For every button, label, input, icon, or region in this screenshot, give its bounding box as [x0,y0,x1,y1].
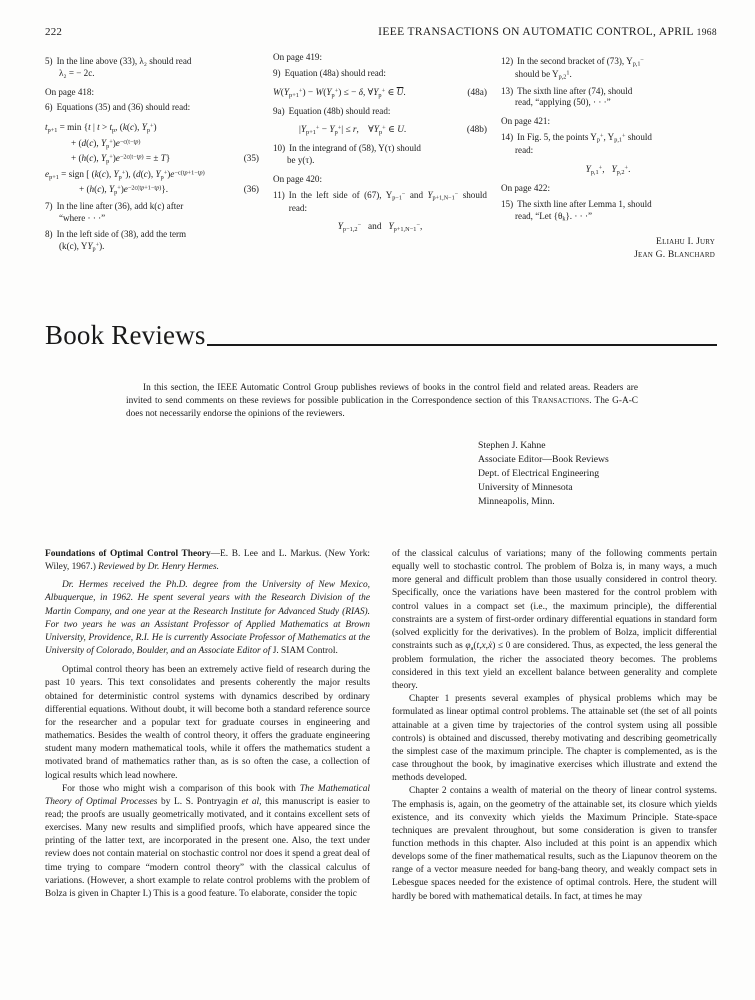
review-paragraph-3 [392,548,717,693]
errata-item-number: 13) [501,85,514,96]
phi-symbol: φ [465,641,471,652]
equation-conjunction: and [368,222,382,233]
errata-item-10 [273,143,487,155]
review-par2-b: by L. S. Pontryagin [157,796,242,807]
errata-section [45,52,717,262]
blurb-part-1: In this section, the IEEE Automatic Control Group publishes reviews of books in the control field and related areas. Readers are invited to send comments on these reviews for possible publication in the Correspondence section of this [126,383,638,407]
errata-item-number: 14) [501,131,514,142]
errata-column-1 [45,52,259,262]
errata-item-text: In the integrand of (58), Y(τ) should [289,143,421,154]
errata-item-number: 15) [501,199,514,210]
errata-item-15-cont: read, “Let $\{\theta_k\}$. · · ·” [515,211,593,223]
journal-title: IEEE TRANSACTIONS ON AUTOMATIC CONTROL, APRIL 1968 [378,26,717,38]
errata-page-heading-420: On page 420: [273,174,322,185]
errata-item-number: 9) [273,67,281,78]
errata-author-1: Eliahu I. Jury [656,235,715,247]
reviewer-biography [45,579,370,658]
errata-column-3 [501,52,715,262]
review-par3-b: are considered. Thus, as expected, the less general the problem formulation, the richer the associated theory becomes. The problems considered in this text yield an excellent balance between generality and complete theory. [392,641,717,692]
errata-item-7 [45,201,259,213]
equation-number: (48b) [466,125,487,136]
errata-item-12-tail: should be Y [515,68,559,79]
section-introduction [126,382,638,422]
equation-number: (36) [243,184,259,194]
running-head [45,26,717,38]
errata-item-12-lead: In the second bracket of (73), Y [517,56,633,66]
blurb-transactions-smallcaps: Transactions [532,396,590,407]
equation-line: $e_{p+1}$ = sign [ (k(c), $Y_p^+$), (d(c), $Y_p^+)e^{-c(tp+1-tp)}$ [45,168,205,181]
review-paragraph-1: Optimal control theory has been an extremely active field of research during the past 10 years. This text consolidates and presents coherently the major results obtained for deterministic control systems with dynamics described by ordinary differential equations. Without doubt, it will become both a standard reference source for the researcher and a popular text for graduate courses in engineering and mathematics. Besides the wealth of control theory, it offers the graduate engineering student many modern mathematical tools, while it offers the mathematics student a motivated brand of mathematics rather than, as is so often the case, a collection of logical results which lead nowhere. [45,665,370,781]
equation-line: $|Y_{p+1}^+ - Y_p^+| \le r$, $\forall Y_p^+$ ∈ U. (48b) [299,124,487,137]
equation-fig5-points: $Y_{p,1}^+$, $Y_{p,2}^+$. [585,163,631,176]
errata-item-text: In the line above (33), λ₂ should read [56,56,192,66]
errata-item-8 [45,229,259,241]
errata-item-text: In the left side of (67), $Y_{p-1}^-$ and $Y_{p+1,N-1}^-$ should read: [288,189,487,213]
errata-item-13-cont: read, “applying (50), · · ·” [515,97,611,108]
review-column-right [392,548,717,904]
review-paragraph-5: Chapter 2 contains a wealth of material on the theory of linear control systems. The emphasis is, again, on the geometry of the attainable set, its closure which yields existence, and its convexity which yields the Maximum Principle. State-space techniques are prevalent throughout, but some consideration is given to transfer function methods in this chapter. Also included at this point is an appendix which develops some of the finer mathematical results, such as the Liapunov theorem on the range of a vector measure needed for bang-bang theory, and weakly compact sets in Lebesgue spaces needed for the existence of optimal controls. Here, the student will hardly be bored with mathematical details. In fact, at times he may [392,786,717,902]
errata-signature-block [501,236,715,262]
errata-item-text: The sixth line after (74), should [517,85,633,96]
errata-item-number: 8) [45,229,53,240]
errata-item-5 [45,56,259,68]
errata-item-14-cont: read: [515,144,534,155]
review-par2-c: , this manuscript is easier to read; the proofs are usually geometrically motivated, and it contains excellent sets of exercises. Many new results and simplified proofs, which have appeared since the printing of the latter text, are incorporated in the present one. Also, the text under review does not contain material on stochastic control nor does it spend a great deal of time trying to compare “modern control theory” with the classical calculus of variations. (However, a short example to relate control problems with the problem of Bolza is given in Chapter I.) This is a good feature. To elaborate, consider the topic [45,796,370,899]
errata-item-number: 12) [501,56,514,66]
review-par2-a: For those who might wish a comparison of this book with [62,783,300,794]
errata-item-text: The sixth line after Lemma 1, should [517,199,652,210]
errata-page-heading-422: On page 422: [501,183,550,194]
review-column-left [45,548,370,904]
errata-item-text: In Fig. 5, the points $Y_p^+$, $Y_{p,1}^+$ should [517,131,652,144]
review-paragraph-2 [45,783,370,901]
errata-item-14-lead: In Fig. 5, the points Y [517,131,597,142]
errata-item-text: In the left side of (38), add the term [56,229,187,240]
book-authors-publisher: —E. B. Lee and L. Markus. (New York: Wiley, 1967.) [45,549,370,573]
equation-line: $W(Y_{p+1}^+) - W(Y_p^+)$ ≤ − δ, $\forall Y_p^+$ ∈ $\overline{U}$. (48a) [273,86,487,99]
errata-item-5-cont: λ₂ = − 2c. [59,67,95,78]
errata-item-12-cont: should be $Y_{p,2}^1$. [515,68,572,81]
equation-line: + (d(c), $Y_p^+)e^{-c(t-tp)}$ [71,137,141,150]
equation-67-replacement: $Y_{p-1,2}^-$ and $Y_{p+1,N-1}^-$, [337,221,423,234]
errata-item-8-math-tail: ). [99,240,105,251]
book-review-body [45,548,717,904]
errata-item-14 [501,132,715,145]
errata-item-15-lead: read, “Let {θ [515,211,563,222]
errata-item-text: Equation (48b) should read: [288,105,391,116]
editor-city: Minneapolis, Minn. [478,496,555,508]
errata-item-text: Equation (48a) should read: [284,67,386,78]
journal-year: 1968 [696,28,717,38]
errata-page-heading-421: On page 421: [501,116,550,127]
errata-item-12 [501,56,715,69]
equation-35-36 [45,120,259,197]
reviewer-bio-journal: J. SIAM Control. [272,646,338,657]
editor-address-block [478,439,609,509]
section-rule [207,344,717,346]
errata-item-14-mid: , Y [603,131,615,142]
section-title: Book Reviews [45,320,206,350]
equation-line: $t_{p+1} = \min \{t$ | $t > t_p$, (k(c), $Y_p^+$) [45,122,157,134]
equation-number: (35) [243,153,259,164]
errata-item-number: 10) [273,143,286,154]
errata-item-11 [273,190,487,215]
book-title: Foundations of Optimal Control Theory [45,549,211,559]
errata-item-number: 11) [273,189,285,200]
errata-item-6 [45,102,259,114]
errata-page-heading-418: On page 418: [45,86,94,97]
editor-university: University of Minnesota [478,482,573,494]
errata-item-number: 7) [45,201,53,212]
equation-48b [273,124,487,137]
blurb-part-2: . The G-A-C does not necessarily endorse the opinions of the reviewers. [126,396,638,420]
review-par2-etal: et al [241,796,260,807]
equation-48a [273,87,487,100]
errata-item-number: 5) [45,56,53,66]
errata-item-text: In the line after (36), add k(c) after [56,201,184,212]
errata-item-9 [273,68,487,80]
errata-author-2: Jean G. Blanchard [634,248,715,260]
editor-role: Associate Editor—Book Reviews [478,454,609,466]
review-par3-inline-math: $\varphi_a(t,x,ẋ) \le 0$ [465,641,511,652]
reviewer-credit: Reviewed by Dr. Henry Hermes. [98,562,219,573]
equation-number: (48a) [467,87,487,98]
errata-item-11-tail: should read: [288,189,487,213]
errata-item-number: 6) [45,102,53,113]
errata-item-10-cont: be y(τ). [287,155,315,166]
errata-item-11-lead: In the left side of (67), Y [288,189,393,200]
review-par2-book-italic: The Mathematical Theory of Optimal Processes [45,783,370,807]
errata-item-number: 9a) [273,105,285,116]
errata-item-text: In the second bracket of (73), $Y_{p,1}^-$ [517,56,644,68]
errata-item-13 [501,86,715,98]
editor-department: Dept. of Electrical Engineering [478,468,600,480]
editor-name: Stephen J. Kahne [478,440,546,451]
errata-page-heading-419: On page 419: [273,52,322,62]
errata-item-15 [501,199,715,211]
errata-column-2 [273,52,487,262]
errata-item-text: Equations (35) and (36) should read: [56,102,191,113]
review-paragraph-4: Chapter 1 presents several examples of physical problems which may be formulated as linear optimal control problems. The attainable set (the set of all points attainable at a given time by trajectories of the control system using all possible controls) is obtained and discussed, thereby motivating and describing geometrically the simplest case of the maximum principle. The chapter is complemented, as is the case throughout the book, by imaginative exercises which illustrate and extend the methods developed. [392,694,717,784]
errata-item-8-math-head: (k(c), Y [59,240,88,251]
errata-item-7-cont: “where · · ·” [59,213,106,224]
equation-line: + (h(c), $Y_p^+)e^{-2c(tp+1-tp)}$}. (36) [79,184,259,196]
errata-item-14-tail: should [625,131,652,142]
reviewed-book-heading [45,548,370,574]
errata-item-9a [273,106,487,118]
errata-item-15-tail: }. · · ·” [565,211,593,222]
errata-item-8-cont: (k(c), $YY_p^+$). [59,240,105,253]
reviewer-bio-text: Dr. Hermes received the Ph.D. degree from the University of New Mexico, Albuquerque, in 1962. He spent several years with the Research Division of the Martin Company, and one year at the Research Institute for Advanced Study (RIAS). For two years he was an Assistant Professor of Applied Mathematics at Brown University, Providence, R.I. He is currently Associate Professor of Mathematics at the University of Colorado, Boulder, and an Associate Editor of [45,580,370,657]
equation-line: + (h(c), $Y_p^+)e^{-2c(t-tp)}$ = ± T} (35) [71,153,259,165]
book-reviews-section-header [45,322,717,349]
review-par3-a: of the classical calculus of variations; many of the following comments pertain equally well to stochastic control. The problem of Bolza is, in many ways, a much more general and difficult problem than those usually considered in control theory. Specifically, once the variations have been mastered for the control problem with control values in a compact set (i.e., the maximum principle), the differential constraints are a system of first-order ordinary differential equations in standard form (solved explicitly for the derivatives). In the problem of Bolza, implicit differential constraints such as [392,549,717,652]
page-folio: 222 [45,26,63,38]
